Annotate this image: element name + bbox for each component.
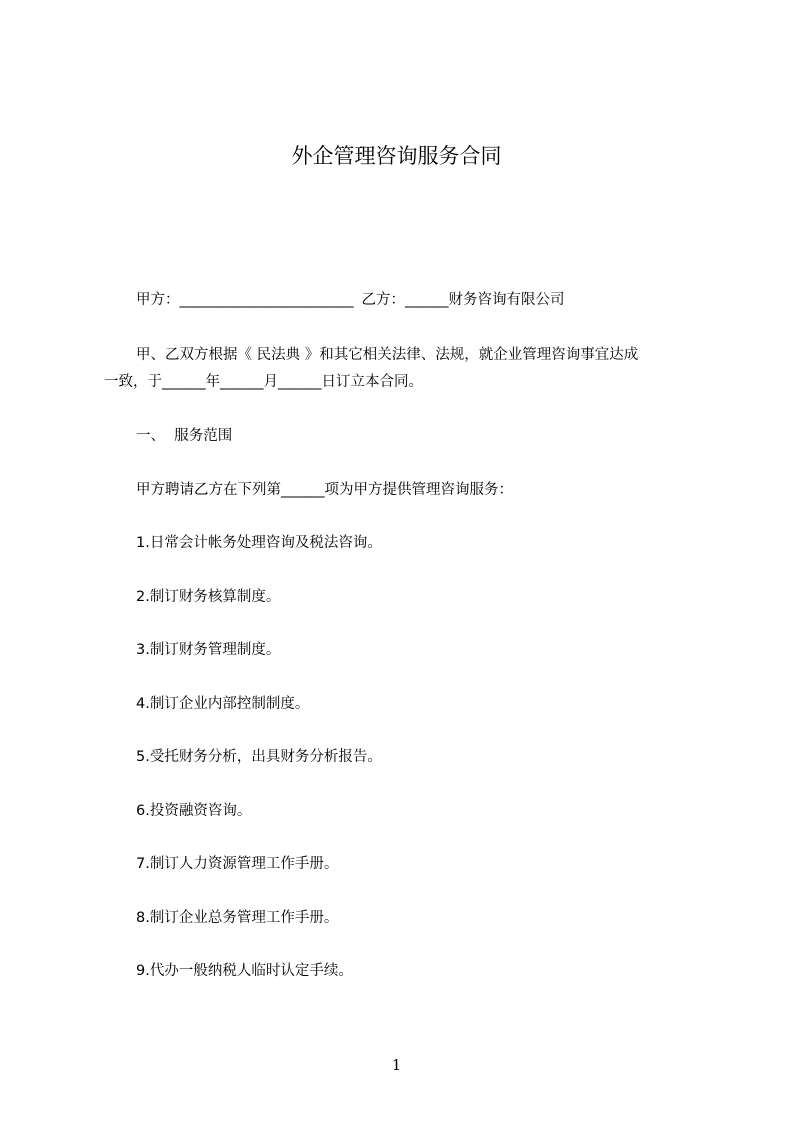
party-a-label: 甲方： xyxy=(136,292,180,308)
page-number: 1 xyxy=(391,1056,402,1074)
list-item: 4.制订企业内部控制制度。 xyxy=(136,696,310,712)
section-heading: 一、 服务范围 xyxy=(136,428,233,444)
party-b-label: 乙方： xyxy=(361,292,405,308)
party-a-blank: ________________________ xyxy=(179,292,354,308)
list-item: 3.制订财务管理制度。 xyxy=(136,642,281,658)
list-item: 9.代办一般纳税人临时认定手续。 xyxy=(136,963,353,979)
list-item: 8.制订企业总务管理工作手册。 xyxy=(136,910,339,926)
list-item: 6.投资融资咨询。 xyxy=(136,803,252,819)
intro-paragraph-line-1: 甲、乙双方根据《 民法典 》和其它相关法律、法规，就企业管理咨询事宜达成 xyxy=(136,347,639,363)
parties-line xyxy=(136,290,565,310)
list-item: 1.日常会计帐务处理咨询及税法咨询。 xyxy=(136,535,382,551)
document-title: 外企管理咨询服务合同 xyxy=(291,144,502,168)
party-b-value: ______财务咨询有限公司 xyxy=(405,292,565,308)
list-item: 7.制订人力资源管理工作手册。 xyxy=(136,856,339,872)
list-item: 2.制订财务核算制度。 xyxy=(136,589,281,605)
list-item: 5.受托财务分析，出具财务分析报告。 xyxy=(136,749,382,765)
intro-paragraph-line-2: 一致，于______年______月______日订立本合同。 xyxy=(104,374,423,390)
scope-intro: 甲方聘请乙方在下列第______项为甲方提供管理咨询服务： xyxy=(136,482,513,498)
